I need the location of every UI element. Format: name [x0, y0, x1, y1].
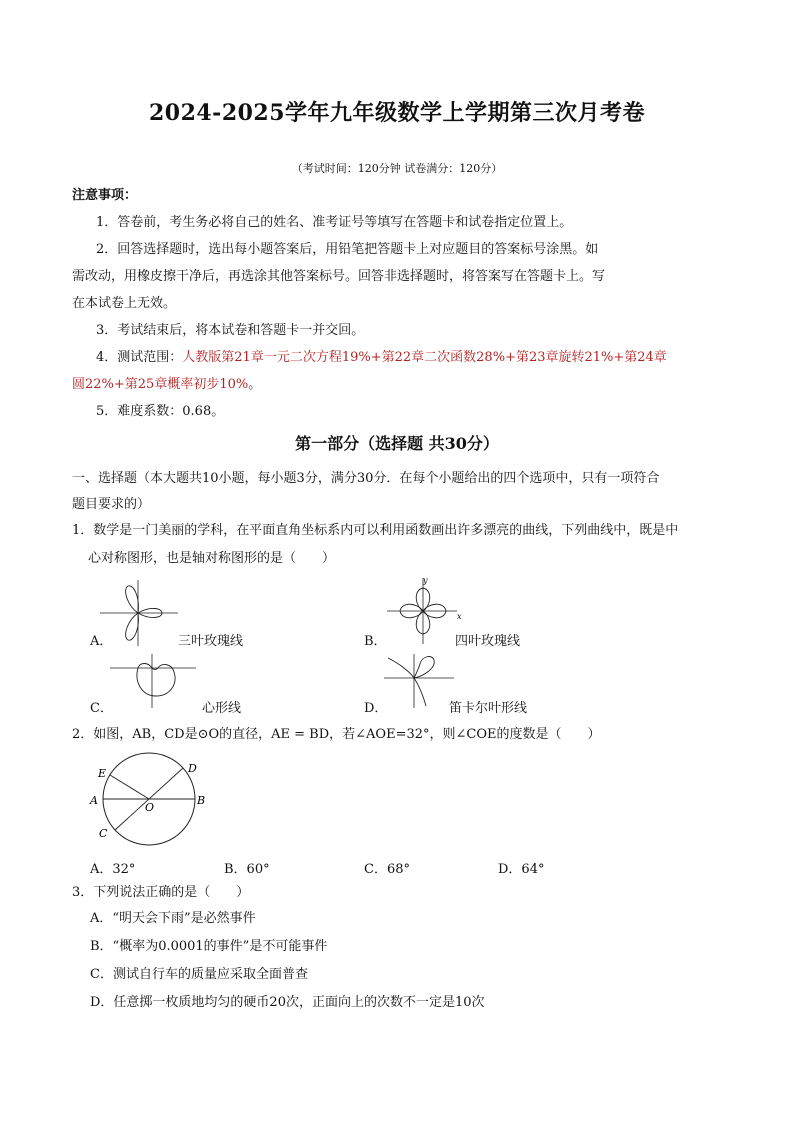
- x-axis-label: x: [457, 612, 462, 621]
- note-item-2-line-1: 2．回答选择题时，选出每小题答案后，用铅笔把答题卡上对应题目的答案标号涂黑。如: [96, 242, 599, 257]
- note-item-2-line-2: 需改动，用橡皮擦干净后，再选涂其他答案标号。回答非选择题时，将答案写在答题卡上。写: [72, 269, 606, 284]
- note-item-4-line-2: [72, 376, 261, 394]
- note-item-3: 3．考试结束后，将本试卷和答题卡一并交回。: [96, 323, 365, 338]
- q1-option-c-letter: C．: [90, 701, 113, 716]
- q1-option-a-label: 三叶玫瑰线: [178, 634, 244, 649]
- q2-option-a: A．32°: [90, 862, 136, 877]
- q1-option-d-letter: D．: [364, 701, 388, 716]
- point-c-label: C: [99, 827, 108, 840]
- q3-option-c: C．测试自行车的质量应采取全面普查: [90, 967, 308, 982]
- part-1-heading: 第一部分（选择题 共30分）: [295, 434, 499, 453]
- note-item-4-prefix: 4．测试范围：: [96, 350, 183, 365]
- exam-info: （考试时间：120分钟 试卷满分：120分）: [291, 162, 503, 175]
- q2-option-d: D．64°: [498, 862, 545, 877]
- note-item-1: 1．答卷前，考生务必将自己的姓名、准考证号等填写在答题卡和试卷指定位置上。: [96, 215, 573, 230]
- point-o-label: O: [145, 801, 155, 814]
- q3-option-d: D．任意掷一枚质地均匀的硬币20次，正面向上的次数不一定是10次: [90, 995, 485, 1010]
- q3-stem: 3．下列说法正确的是（ ）: [72, 885, 250, 900]
- page-title: 2024-2025学年九年级数学上学期第三次月考卷: [148, 100, 646, 126]
- point-e-label: E: [98, 767, 107, 780]
- four-leaf-rose-figure: [385, 576, 465, 646]
- q1-stem-line-1: 1．数学是一门美丽的学科，在平面直角坐标系内可以利用函数画出许多漂亮的曲线，下列曲线中，既是中: [72, 523, 679, 538]
- point-d-label: D: [188, 762, 197, 775]
- note-item-5: 5．难度系数：0.68。: [96, 404, 225, 419]
- q1-option-c-label: 心形线: [202, 701, 242, 716]
- point-b-label: B: [197, 794, 206, 807]
- q2-option-c: C．68°: [364, 862, 410, 877]
- test-scope-cont: 圆22%+第25章概率初步10%: [72, 377, 249, 392]
- section-intro-line-2: 题目要求的）: [72, 497, 151, 512]
- cardioid-figure: [108, 652, 198, 710]
- q2-option-b: B．60°: [224, 862, 270, 877]
- q3-option-a: A．“明天会下雨”是必然事件: [90, 911, 256, 926]
- q1-option-b-label: 四叶玫瑰线: [455, 634, 521, 649]
- section-intro-line-1: 一、选择题（本大题共10小题，每小题3分，满分30分．在每个小题给出的四个选项中，只有一项符合: [72, 471, 660, 486]
- note-item-4-end: 。: [248, 377, 262, 392]
- point-a-label: A: [90, 794, 98, 807]
- note-item-4-line-1: [96, 349, 667, 367]
- q1-option-a-letter: A．: [90, 634, 113, 649]
- q1-option-b-letter: B．: [364, 634, 387, 649]
- q2-stem: 2．如图，AB，CD是⊙O的直径，AE = BD，若∠AOE=32°，则∠COE的度数是（ ）: [72, 727, 601, 742]
- q3-option-b: B．“概率为0.0001的事件”是不可能事件: [90, 939, 328, 954]
- circle-figure: [88, 752, 218, 852]
- q1-option-d-label: 笛卡尔叶形线: [449, 701, 528, 716]
- q1-stem-line-2: 心对称图形，也是轴对称图形的是（ ）: [88, 551, 336, 566]
- notes-heading: 注意事项：: [72, 188, 138, 203]
- test-scope: 人教版第21章一元二次方程19%+第22章二次函数28%+第23章旋转21%+第24章: [182, 350, 667, 365]
- note-item-2-line-3: 在本试卷上无效。: [72, 296, 177, 311]
- y-axis-label: y: [423, 576, 428, 585]
